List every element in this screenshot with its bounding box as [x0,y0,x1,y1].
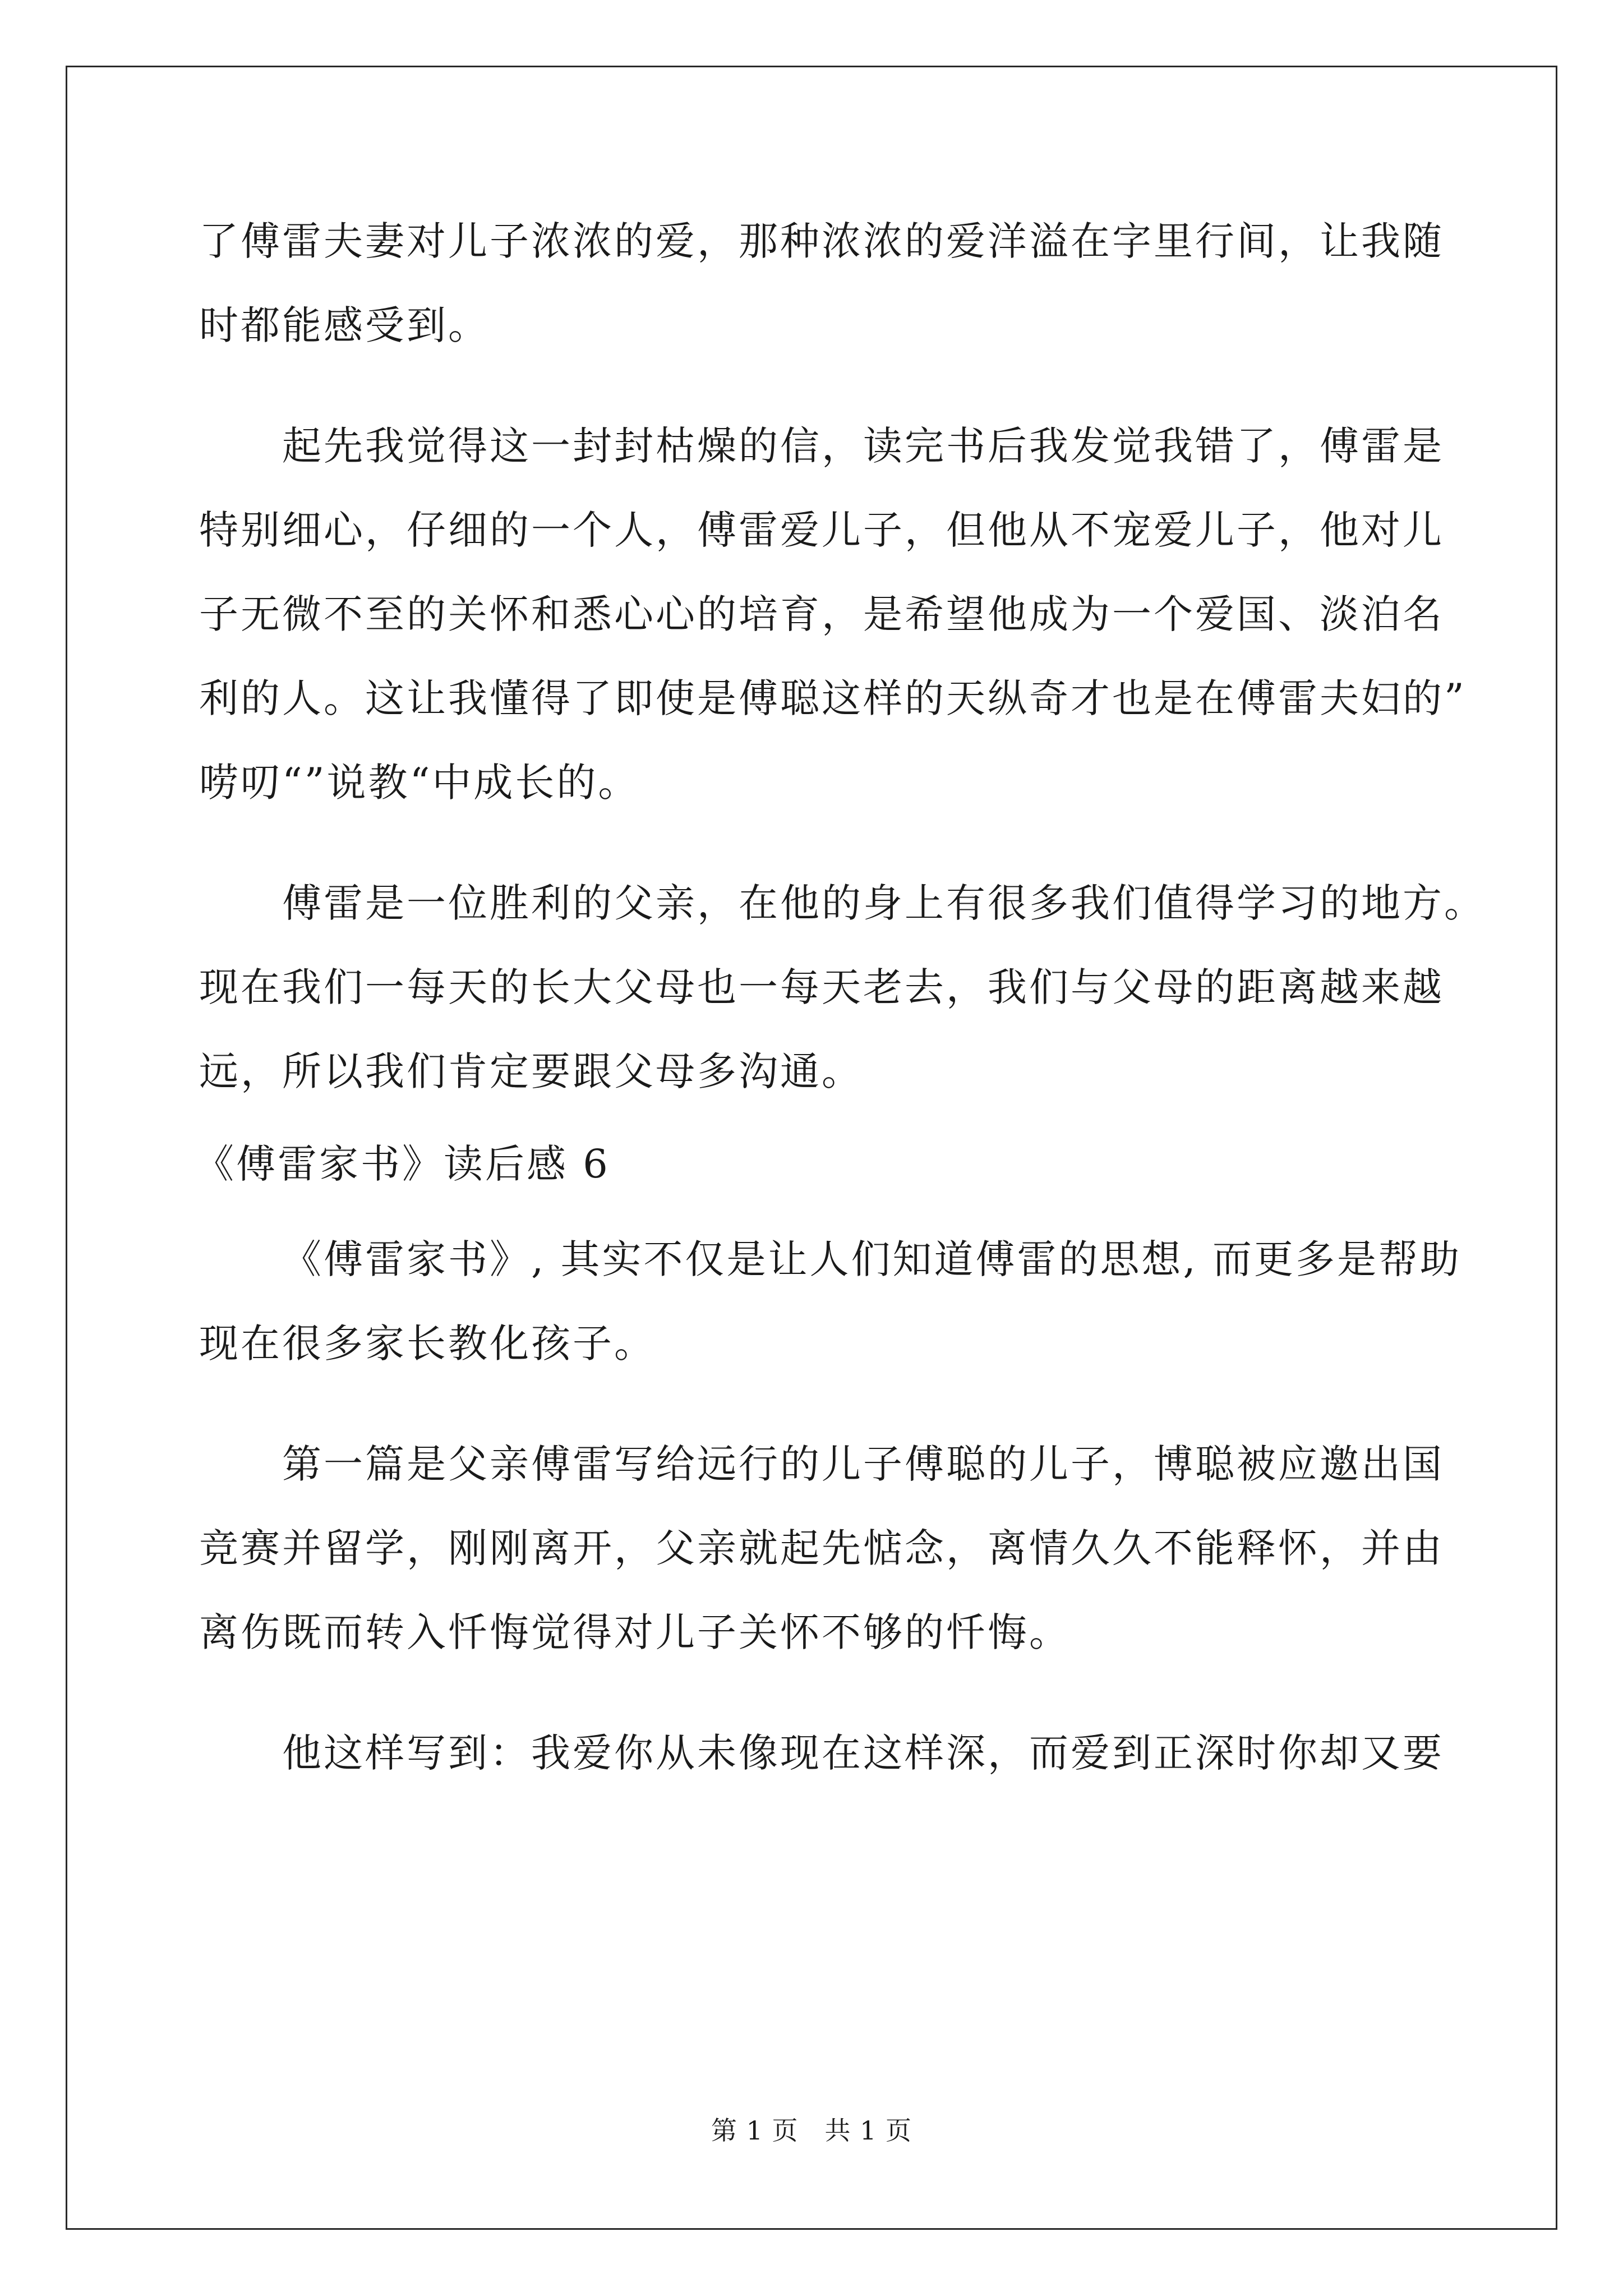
paragraph-line: 了傅雷夫妻对儿子浓浓的爱，那种浓浓的爱洋溢在字里行间，让我随 [199,218,1444,264]
paragraph-line: 远，所以我们肯定要跟父母多沟通。 [199,1048,863,1094]
paragraph-line: 现在很多家长教化孩子。 [199,1320,656,1366]
paragraph-line: 利的人。这让我懂得了即使是傅聪这样的天纵奇才也是在傅雷夫妇的” [199,675,1467,721]
paragraph-line: 现在我们一每天的长大父母也一每天老去，我们与父母的距离越来越 [199,964,1444,1010]
paragraph-line: 竞赛并留学，刚刚离开，父亲就起先惦念，离情久久不能释怀，并由 [199,1525,1444,1571]
paragraph-line: 第一篇是父亲傅雷写给远行的儿子傅聪的儿子，博聪被应邀出国 [282,1441,1444,1487]
section-heading: 《傅雷家书》读后感 6 [195,1141,610,1187]
paragraph-line: 时都能感受到。 [199,302,490,348]
paragraph-line: 离伤既而转入忏悔觉得对儿子关怀不够的忏悔。 [199,1609,1071,1655]
paragraph-line: 起先我觉得这一封封枯燥的信，读完书后我发觉我错了，傅雷是 [282,423,1444,469]
paragraph-line: 特别细心，仔细的一个人，傅雷爱儿子，但他从不宠爱儿子，他对儿 [199,507,1444,553]
paragraph-line: 子无微不至的关怀和悉心心的培育，是希望他成为一个爱国、淡泊名 [199,591,1444,637]
paragraph-line: 傅雷是一位胜利的父亲，在他的身上有很多我们值得学习的地方。 [282,880,1486,926]
paragraph-line: 《傅雷家书》, 其实不仅是让人们知道傅雷的思想, 而更多是帮助 [282,1236,1462,1282]
page-footer: 第 1 页 共 1 页 [711,2115,912,2146]
paragraph-line: 他这样写到：我爱你从未像现在这样深，而爱到正深时你却又要 [282,1730,1444,1776]
paragraph-line: 唠叨“”说教“中成长的。 [199,760,640,806]
